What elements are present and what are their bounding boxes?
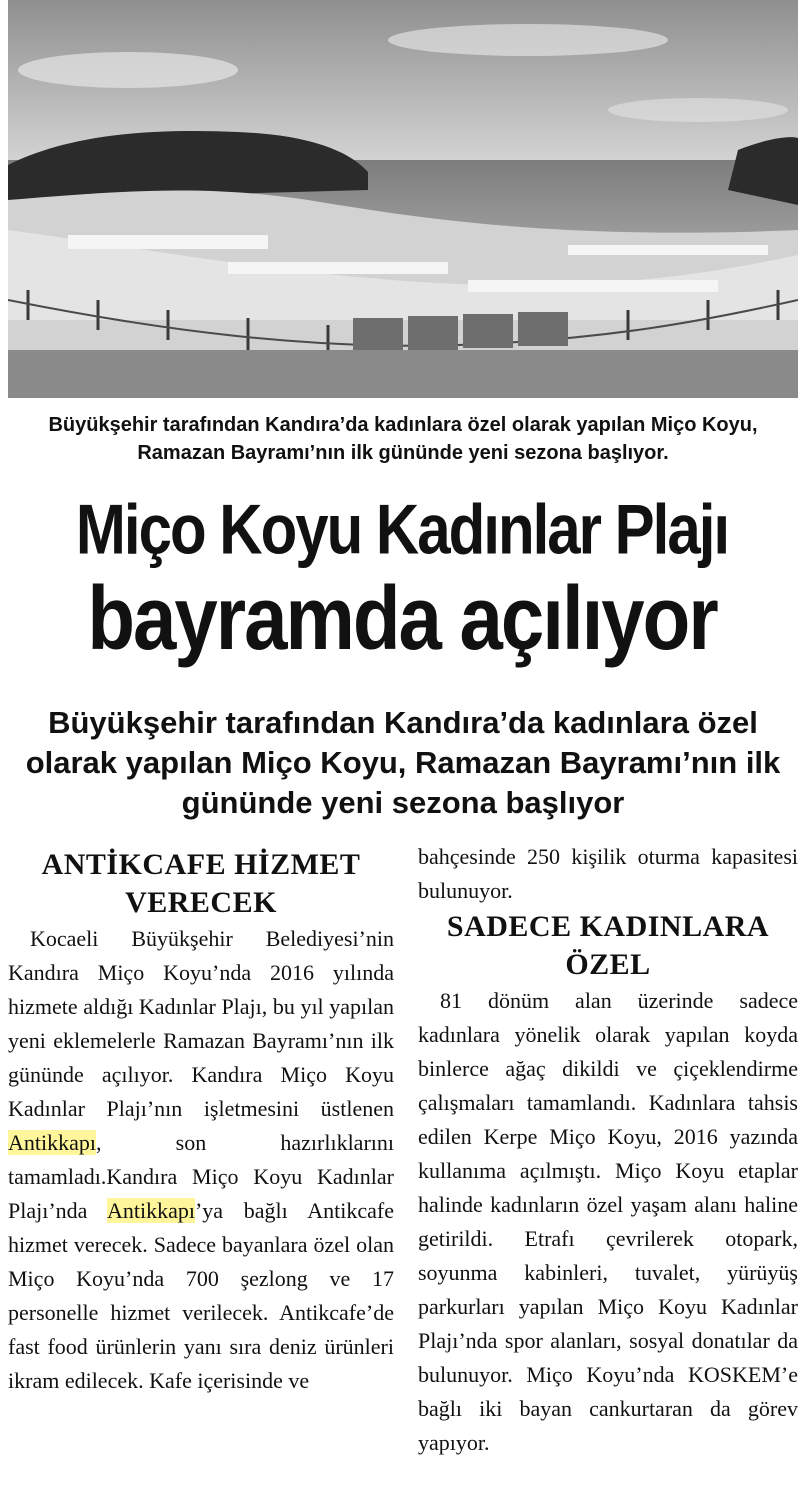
paragraph-text: , son hazırlıklarını tamamladı.Kandıra Miço Koyu Kadınlar Plajı’nda <box>8 1130 394 1223</box>
headline <box>4 486 800 669</box>
subheadline: Büyükşehir tarafından Kandıra’da kadınlara özel olarak yapılan Miço Koyu, Ramazan Bayramı’nın ilk gününde yeni sezona başlıyor <box>25 705 781 820</box>
article-paragraph-1-continued: bahçesinde 250 kişilik oturma kapasitesi bulunuyor. <box>418 844 798 903</box>
headline-line-2: bayramda açılıyor <box>87 567 717 669</box>
paragraph-text: Kocaeli Büyükşehir Belediyesi’nin Kandıra Miço Koyu’nda 2016 yılında hizmete aldığı Kadınlar Plajı, bu yıl yapılan yeni eklemelerle Ramazan Bayramı’nın ilk gününde açılıyor. Kandıra Miço Koyu Kadınlar Plajı’nın işletmesini üstlenen <box>8 926 394 1121</box>
beach-photo <box>8 0 798 398</box>
section-title-antikcafe: ANTİKCAFE HİZMET VERECEK <box>41 848 361 919</box>
highlighted-term: Antikkapı <box>106 1198 195 1223</box>
photo-caption: Büyükşehir tarafından Kandıra’da kadınlara özel olarak yapılan Miço Koyu, Ramazan Bayramı’nın ilk gününde yeni sezona başlıyor. <box>48 414 758 464</box>
article-column-left <box>8 840 394 1398</box>
headline-line-1: Miço Koyu Kadınlar Plajı <box>75 489 729 569</box>
section-title-women-only: SADECE KADINLARA ÖZEL <box>446 910 770 981</box>
article-column-right <box>418 840 798 1460</box>
highlighted-term: Antikkapı <box>8 1130 96 1155</box>
article-paragraph-2: 81 dönüm alan üzerinde sadece kadınlara yönelik olarak yapılan koyda binlerce ağaç dikildi ve çiçeklendirme çalışmaları tamamlandı. Kadınlara tahsis edilen Kerpe Miço Koyu, 2016 yazında kullanıma açılmıştı. Miço Koyu etaplar halinde kadınların özel yaşam alanı haline getirildi. Etrafı çevrilerek otopark, soyunma kabinleri, tuvalet, yürüyüş parkurları yapılan Miço Koyu Kadınlar Plajı’nda spor alanları, sosyal donatılar da bulunuyor. Miço Koyu’nda KOSKEM’e bağlı iki bayan cankurtaran da görev yapıyor. <box>418 988 798 1455</box>
article-paragraph-1 <box>8 922 394 1398</box>
paragraph-text: ’ya bağlı Antikcafe hizmet verecek. Sadece bayanlara özel olan Miço Koyu’nda 700 şezlong ve 17 personelle hizmet verilecek. Antikcafe’de fast food ürünlerin yanı sıra deniz ürünleri ikram edilecek. Kafe içerisinde ve <box>8 1198 394 1393</box>
